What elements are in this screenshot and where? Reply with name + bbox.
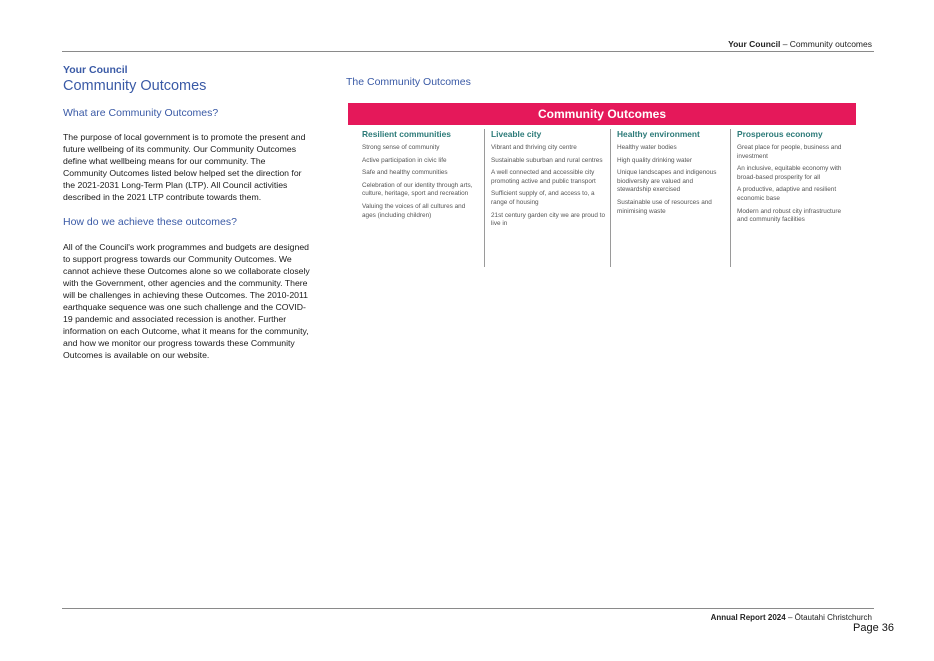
outcome-heading: Resilient communities: [362, 129, 451, 139]
running-footer: [711, 613, 872, 622]
heading-how-achieve: How do we achieve these outcomes?: [63, 216, 237, 228]
outcome-item: Healthy water bodies: [617, 144, 677, 151]
outcome-item: Great place for people, business and investment: [737, 144, 842, 160]
outcome-item: Sustainable use of resources and minimising waste: [617, 198, 712, 215]
outcome-heading: Healthy environment: [617, 129, 700, 139]
outcome-item: Valuing the voices of all cultures and ages (including children): [362, 202, 466, 219]
outcome-item: Modern and robust city infrastructure and community facilities: [737, 207, 842, 224]
outcome-item: A well connected and accessible city promoting active and public transport: [491, 169, 596, 185]
outcome-item: A productive, adaptive and resilient economic base: [737, 186, 837, 202]
outcome-column-3: [610, 129, 726, 267]
outcome-column-2: [484, 129, 606, 267]
outcome-item: Unique landscapes and indigenous biodiversity are valued and stewardship exercised: [617, 169, 717, 194]
page-title: Community Outcomes: [63, 78, 207, 94]
outcome-item: Sustainable suburban and rural centres: [491, 156, 603, 164]
footer-rule: [62, 608, 874, 609]
paragraph-work-programmes: All of the Council's work programmes and budgets are designed to support progress towards our Community Outcomes. We cannot achieve these Outcomes alone so we collaborate closely with the Government, other agencies and the community. There will be challenges in achieving these Outcomes. The 2010-2011 earthquake sequence was one such challenge and the COVID-19 pandemic and associated recession is another. Further information on each Outcome, what it means for the community, and how we monitor our progress towards these Community Outcomes is available on our website.: [63, 242, 310, 360]
header-subsection: Community outcomes: [789, 39, 872, 49]
header-rule: [62, 51, 874, 52]
outcome-column-4: [730, 129, 852, 267]
footer-separator: –: [785, 613, 795, 622]
outcome-item: Vibrant and thriving city centre: [491, 144, 577, 151]
outcomes-banner: Community Outcomes: [348, 103, 856, 125]
outcome-item: Sufficient supply of, and access to, a range of housing: [491, 190, 595, 206]
paragraph-purpose: The purpose of local government is to promote the present and future wellbeing of its community. Our Community Outcomes define what wellbeing means for our community. The Community Outcomes listed below helped set the direction for the 2021-2031 Long-Term Plan (LTP). All Council activities described in the 2021 LTP contribute towards them.: [63, 132, 306, 202]
community-outcomes-graphic: [348, 103, 856, 273]
footer-report: Annual Report 2024: [710, 613, 786, 622]
running-header: [728, 39, 872, 49]
outcome-heading: Liveable city: [491, 129, 542, 139]
outcome-item: Active participation in civic life: [362, 156, 447, 164]
outcomes-columns: [348, 125, 856, 271]
outcome-item: Strong sense of community: [362, 144, 440, 151]
section-kicker: Your Council: [63, 64, 128, 76]
outcome-column-1: [356, 129, 480, 267]
outcome-item: High quality drinking water: [617, 156, 692, 164]
header-separator: –: [780, 39, 790, 49]
heading-what-are-outcomes: What are Community Outcomes?: [63, 107, 219, 119]
outcome-item: An inclusive, equitable economy with broad-based prosperity for all: [737, 165, 842, 181]
outcome-item: Celebration of our identity through arts, culture, heritage, sport and recreation: [362, 181, 473, 198]
header-section: Your Council: [728, 39, 781, 49]
outcome-item: Safe and healthy communities: [362, 169, 448, 177]
page-number: Page 36: [853, 622, 894, 634]
left-column: [63, 64, 311, 361]
graphic-title: The Community Outcomes: [346, 76, 471, 88]
footer-place: Ōtautahi Christchurch: [794, 613, 872, 622]
outcome-heading: Prosperous economy: [737, 129, 823, 139]
outcome-item: 21st century garden city we are proud to live in: [491, 211, 606, 228]
